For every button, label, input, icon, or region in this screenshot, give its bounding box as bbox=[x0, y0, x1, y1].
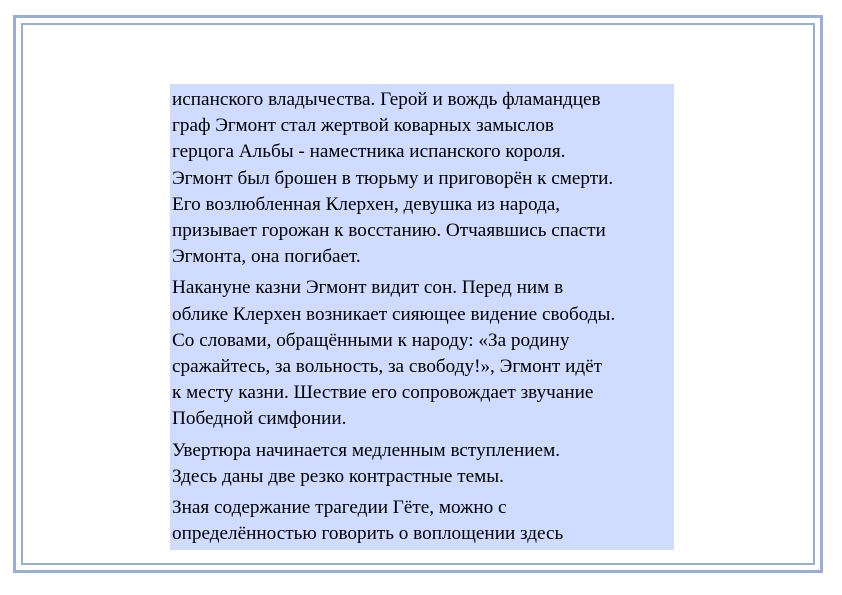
paragraph-3 bbox=[172, 438, 674, 490]
text-block bbox=[170, 84, 674, 550]
paragraph-2 bbox=[172, 275, 674, 432]
text-line: испанского владычества. Герой и вождь фламандцев bbox=[172, 89, 601, 110]
text-line: Эгмонта, она погибает. bbox=[172, 246, 361, 268]
text-line: Здесь даны две резко контрастные темы. bbox=[172, 465, 504, 487]
text-line: определённостью говорить о воплощении здесь bbox=[172, 523, 564, 545]
paragraph-1 bbox=[172, 87, 674, 270]
text-line: облике Клерхен возникает сияющее видение свободы. bbox=[172, 303, 616, 325]
text-line: Победной симфонии. bbox=[172, 408, 347, 430]
text-line: Его возлюбленная Клерхен, девушка из народа, bbox=[172, 193, 561, 215]
text-line: герцога Альбы - наместника испанского короля. bbox=[172, 141, 566, 163]
text-line: Накануне казни Эгмонт видит сон. Перед ним в bbox=[172, 277, 564, 299]
text-line: сражайтесь, за вольность, за свободу!», Эгмонт идёт bbox=[172, 356, 603, 378]
text-line: Со словами, обращёнными к народу: «За родину bbox=[172, 329, 570, 351]
text-line: граф Эгмонт стал жертвой коварных замыслов bbox=[172, 115, 554, 137]
paragraph-4 bbox=[172, 495, 674, 547]
text-line: Увертюра начинается медленным вступлением. bbox=[172, 439, 561, 461]
text-line: к месту казни. Шествие его сопровождает звучание bbox=[172, 382, 594, 404]
text-line: Эгмонт был брошен в тюрьму и приговорён к смерти. bbox=[172, 167, 614, 189]
text-line: призывает горожан к восстанию. Отчаявшись спасти bbox=[172, 220, 606, 242]
text-line: Зная содержание трагедии Гёте, можно с bbox=[172, 497, 507, 519]
